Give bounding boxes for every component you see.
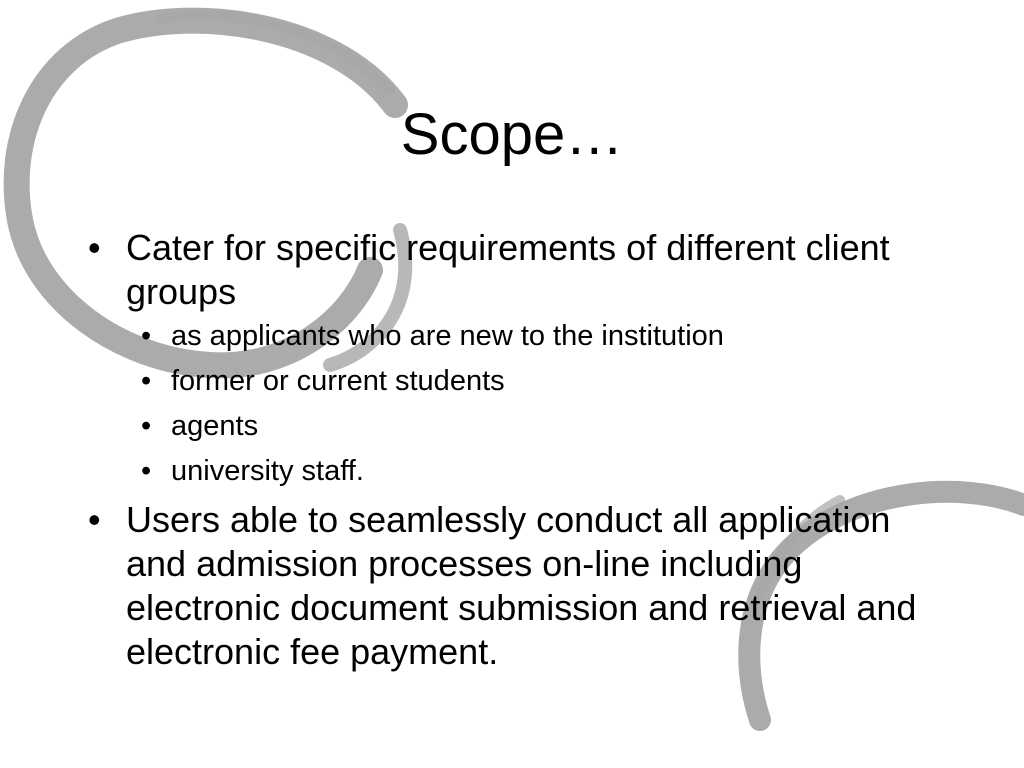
sub-bullet-text: university staff. [171, 455, 364, 487]
sub-bullet-dot: • [141, 410, 152, 442]
sub-bullet-item [126, 449, 946, 494]
slide-title: Scope… [400, 102, 624, 167]
sub-bullet-text: agents [171, 410, 259, 442]
sub-bullet-text: former or current students [171, 365, 505, 397]
sub-bullet-text: as applicants who are new to the institution [171, 320, 724, 352]
bullet-text: Cater for specific requirements of different client groups [126, 227, 890, 312]
sub-bullet-dot: • [141, 455, 152, 487]
sub-bullet-item [126, 404, 946, 449]
bullet-dot: • [88, 499, 101, 540]
sub-bullet-dot: • [141, 320, 152, 352]
bullet-dot: • [88, 227, 101, 268]
slide-body [86, 226, 946, 674]
bullet-list [86, 226, 946, 674]
sub-bullet-item [126, 314, 946, 359]
sub-bullet-item [126, 359, 946, 404]
bullet-item [86, 498, 946, 674]
sub-bullet-dot: • [141, 365, 152, 397]
sub-bullet-list [126, 314, 946, 494]
bullet-item [86, 226, 946, 494]
bullet-text: Users able to seamlessly conduct all application and admission processes on-line including electronic document submission and retrieval and electronic fee payment. [126, 499, 917, 672]
